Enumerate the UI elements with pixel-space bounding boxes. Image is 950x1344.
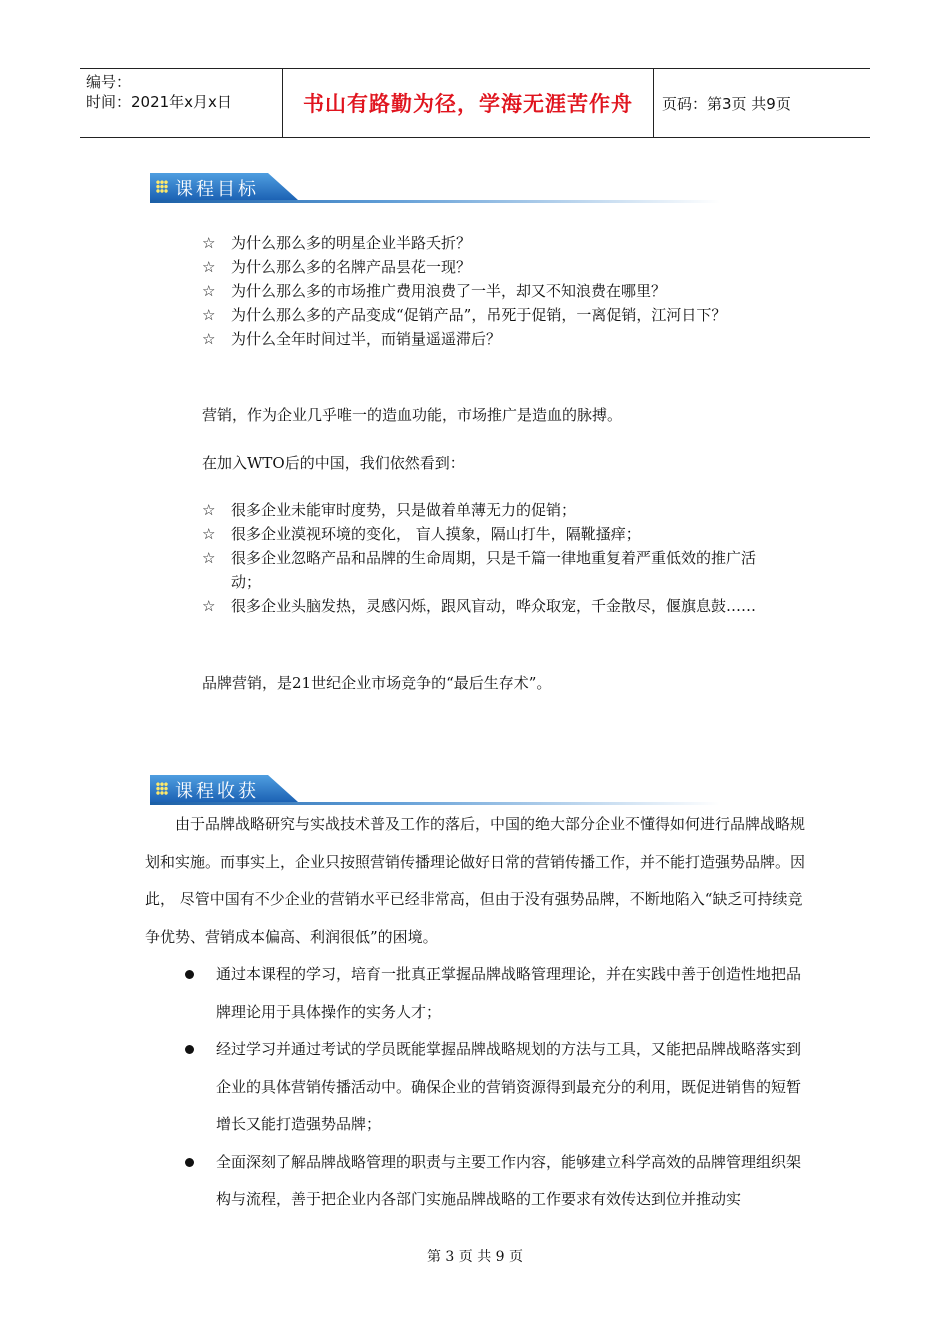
list-item: ☆ 为什么那么多的名牌产品昙花一现？: [202, 255, 762, 279]
paragraph: 在加入WTO后的中国，我们依然看到：: [202, 454, 465, 472]
list-item: ☆ 很多企业未能审时度势，只是做着单薄无力的促销；: [202, 498, 762, 522]
section-banner-course-gains: [150, 775, 720, 805]
document-number-label: 编号：: [86, 73, 132, 91]
list-item: ☆ 很多企业漠视环境的变化， 盲人摸象，隔山打牛，隔靴搔痒；: [202, 522, 762, 546]
list-item: ☆ 为什么那么多的明星企业半路夭折？: [202, 231, 762, 255]
section-banner-course-goals: [150, 173, 720, 203]
list-item: ☆ 为什么那么多的市场推广费用浪费了一半，却又不知浪费在哪里？: [202, 279, 762, 303]
header-meta: [80, 69, 283, 137]
list-item: 全面深刻了解品牌战略管理的职责与主要工作内容，能够建立科学高效的品牌管理组织架构与流程，善于把企业内各部门实施品牌战略的工作要求有效传达到位并推动实: [145, 1144, 810, 1219]
paragraph: 营销，作为企业几乎唯一的造血功能，市场推广是造血的脉搏。: [202, 406, 623, 424]
list-item: 通过本课程的学习，培育一批真正掌握品牌战略管理理论，并在实践中善于创造性地把品牌理论用于具体操作的实务人才；: [145, 956, 810, 1031]
section-title: 课程收获: [175, 781, 259, 802]
document-time-label: 时间：2021年x月x日: [86, 93, 232, 111]
question-list: [202, 231, 762, 351]
header-page-code: 页码：第3页 共9页: [662, 94, 791, 113]
header-motto: 书山有路勤为径，学海无涯苦作舟: [283, 69, 654, 137]
page-header: [80, 68, 870, 138]
section-title: 课程目标: [175, 179, 259, 200]
grid-dots-icon: [156, 782, 168, 795]
list-item: ☆ 很多企业忽略产品和品牌的生命周期，只是千篇一律地重复着严重低效的推广活动；: [202, 546, 776, 594]
list-item: 经过学习并通过考试的学员既能掌握品牌战略规划的方法与工具，又能把品牌战略落实到企业的具体营销传播活动中。确保企业的营销资源得到最充分的利用，既促进销售的短暂增长又能打造强势品牌；: [145, 1031, 810, 1144]
paragraph: 由于品牌战略研究与实战技术普及工作的落后，中国的绝大部分企业不懂得如何进行品牌战略规划和实施。而事实上，企业只按照营销传播理论做好日常的营销传播工作，并不能打造强势品牌。因此， 尽管中国有不少企业的营销水平已经非常高，但由于没有强势品牌，不断地陷入“缺乏可持续竞争优势、营销成本偏高、利润很低”的困境。: [145, 815, 806, 946]
intro-paragraph: [145, 806, 810, 956]
paragraph: 品牌营销，是21世纪企业市场竞争的“最后生存术”。: [202, 674, 552, 692]
list-item: ☆ 为什么那么多的产品变成“促销产品”，吊死于促销，一离促销，江河日下？: [202, 303, 776, 327]
benefit-list: [145, 956, 810, 1219]
grid-dots-icon: [156, 180, 168, 193]
page-footer: 第 3 页 共 9 页: [426, 1249, 524, 1265]
list-item: ☆ 为什么全年时间过半，而销量遥遥滞后？: [202, 327, 762, 351]
observation-list: [202, 498, 762, 618]
list-item: ☆ 很多企业头脑发热，灵感闪烁，跟风盲动，哗众取宠，千金散尽，偃旗息鼓……: [202, 594, 776, 618]
